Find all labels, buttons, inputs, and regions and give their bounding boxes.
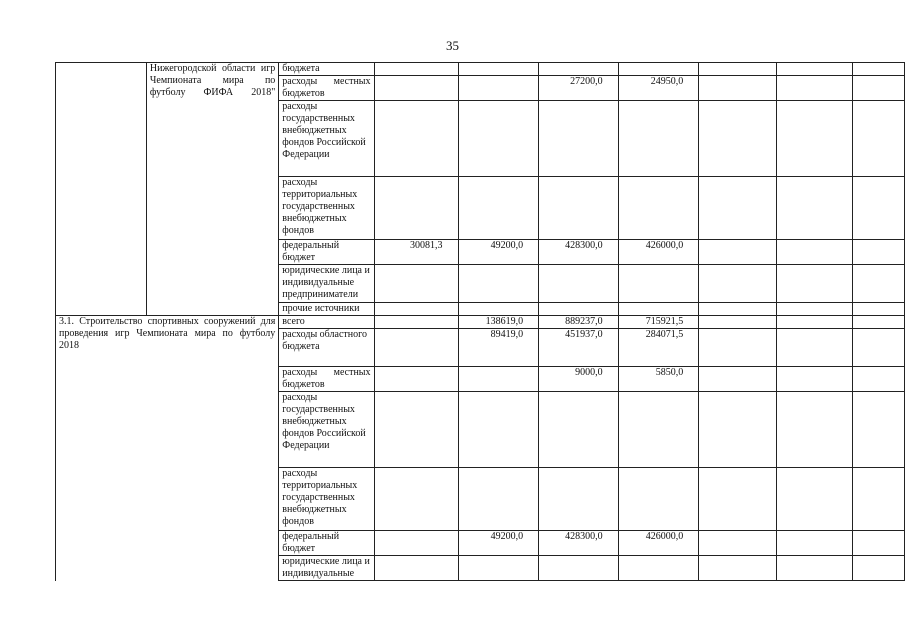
empty-cell [776, 329, 852, 367]
empty-cell [852, 556, 904, 581]
value-cell [618, 556, 699, 581]
empty-cell [699, 177, 777, 240]
empty-cell [776, 367, 852, 392]
value-cell [374, 531, 458, 556]
value-cell: 30081,3 [374, 240, 458, 265]
empty-cell [852, 392, 904, 468]
value-cell: 428300,0 [539, 531, 619, 556]
value-cell: 715921,5 [618, 316, 699, 329]
empty-cell [776, 392, 852, 468]
empty-cell [776, 265, 852, 303]
value-cell [374, 303, 458, 316]
empty-cell [852, 303, 904, 316]
source-label: расходы местных бюджетов [279, 367, 374, 392]
value-cell [374, 316, 458, 329]
empty-cell [699, 468, 777, 531]
value-cell [539, 556, 619, 581]
empty-cell [852, 63, 904, 76]
value-cell: 27200,0 [539, 76, 619, 101]
value-cell [618, 392, 699, 468]
value-cell [539, 392, 619, 468]
empty-cell [699, 316, 777, 329]
empty-cell [699, 265, 777, 303]
value-cell [618, 63, 699, 76]
table-row [56, 316, 905, 329]
value-cell [458, 63, 539, 76]
empty-cell [776, 101, 852, 177]
empty-cell [852, 101, 904, 177]
value-cell [374, 556, 458, 581]
source-label: федеральный бюджет [279, 531, 374, 556]
value-cell [458, 392, 539, 468]
value-cell: 428300,0 [539, 240, 619, 265]
source-label: бюджета [279, 63, 374, 76]
empty-cell [852, 468, 904, 531]
value-cell [458, 177, 539, 240]
value-cell: 49200,0 [458, 531, 539, 556]
value-cell [458, 76, 539, 101]
value-cell: 138619,0 [458, 316, 539, 329]
value-cell [374, 329, 458, 367]
value-cell: 89419,0 [458, 329, 539, 367]
value-cell [458, 303, 539, 316]
source-label: расходы государственных внебюджетных фондов Российской Федерации [279, 101, 374, 177]
empty-cell [699, 101, 777, 177]
value-cell [374, 76, 458, 101]
source-label: расходы территориальных государственных внебюджетных фондов [279, 177, 374, 240]
source-label: расходы областного бюджета [279, 329, 374, 367]
source-label: расходы государственных внебюджетных фондов Российской Федерации [279, 392, 374, 468]
value-cell [618, 101, 699, 177]
empty-cell [852, 177, 904, 240]
empty-cell [776, 177, 852, 240]
value-cell [374, 367, 458, 392]
source-label: федеральный бюджет [279, 240, 374, 265]
value-cell [539, 265, 619, 303]
empty-cell [776, 76, 852, 101]
value-cell: 284071,5 [618, 329, 699, 367]
empty-cell [699, 329, 777, 367]
value-cell [374, 177, 458, 240]
source-label: всего [279, 316, 374, 329]
empty-cell [699, 392, 777, 468]
empty-cell [699, 303, 777, 316]
value-cell [458, 101, 539, 177]
value-cell [539, 177, 619, 240]
empty-cell [699, 556, 777, 581]
empty-cell [776, 63, 852, 76]
empty-cell [776, 303, 852, 316]
empty-cell [852, 316, 904, 329]
empty-cell [699, 76, 777, 101]
budget-table [55, 62, 905, 581]
value-cell [539, 101, 619, 177]
value-cell [539, 63, 619, 76]
empty-cell [852, 240, 904, 265]
value-cell: 5850,0 [618, 367, 699, 392]
value-cell: 451937,0 [539, 329, 619, 367]
empty-cell [852, 76, 904, 101]
source-label: расходы территориальных государственных внебюджетных фондов [279, 468, 374, 531]
measure-title-cell: 3.1. Строительство спортивных сооружений для проведения игр Чемпионата мира по футболу 2018 [56, 316, 279, 581]
empty-cell [776, 556, 852, 581]
value-cell: 889237,0 [539, 316, 619, 329]
empty-cell [852, 531, 904, 556]
empty-cell [776, 240, 852, 265]
empty-cell [776, 468, 852, 531]
empty-cell [699, 531, 777, 556]
value-cell [618, 177, 699, 240]
source-label: юридические лица и индивидуальные предприниматели [279, 265, 374, 303]
empty-cell [776, 316, 852, 329]
measure-title-cell: Нижегородской области игр Чемпионата мира по футболу ФИФА 2018" [146, 63, 278, 316]
source-label: юридические лица и индивидуальные [279, 556, 374, 581]
source-label: прочие источники [279, 303, 374, 316]
value-cell [458, 367, 539, 392]
value-cell [618, 303, 699, 316]
value-cell [374, 265, 458, 303]
source-label: расходы местных бюджетов [279, 76, 374, 101]
value-cell [374, 392, 458, 468]
value-cell: 426000,0 [618, 240, 699, 265]
value-cell: 49200,0 [458, 240, 539, 265]
page-number: 35 [446, 38, 459, 53]
value-cell [618, 468, 699, 531]
empty-cell [852, 367, 904, 392]
value-cell [374, 63, 458, 76]
value-cell [539, 303, 619, 316]
empty-cell [776, 531, 852, 556]
value-cell [458, 265, 539, 303]
empty-cell [56, 63, 147, 316]
table-row [56, 63, 905, 76]
value-cell [458, 468, 539, 531]
empty-cell [852, 265, 904, 303]
empty-cell [852, 329, 904, 367]
value-cell [374, 101, 458, 177]
value-cell: 24950,0 [618, 76, 699, 101]
value-cell: 9000,0 [539, 367, 619, 392]
value-cell [539, 468, 619, 531]
empty-cell [699, 63, 777, 76]
value-cell: 426000,0 [618, 531, 699, 556]
empty-cell [699, 367, 777, 392]
value-cell [458, 556, 539, 581]
value-cell [374, 468, 458, 531]
empty-cell [699, 240, 777, 265]
value-cell [618, 265, 699, 303]
